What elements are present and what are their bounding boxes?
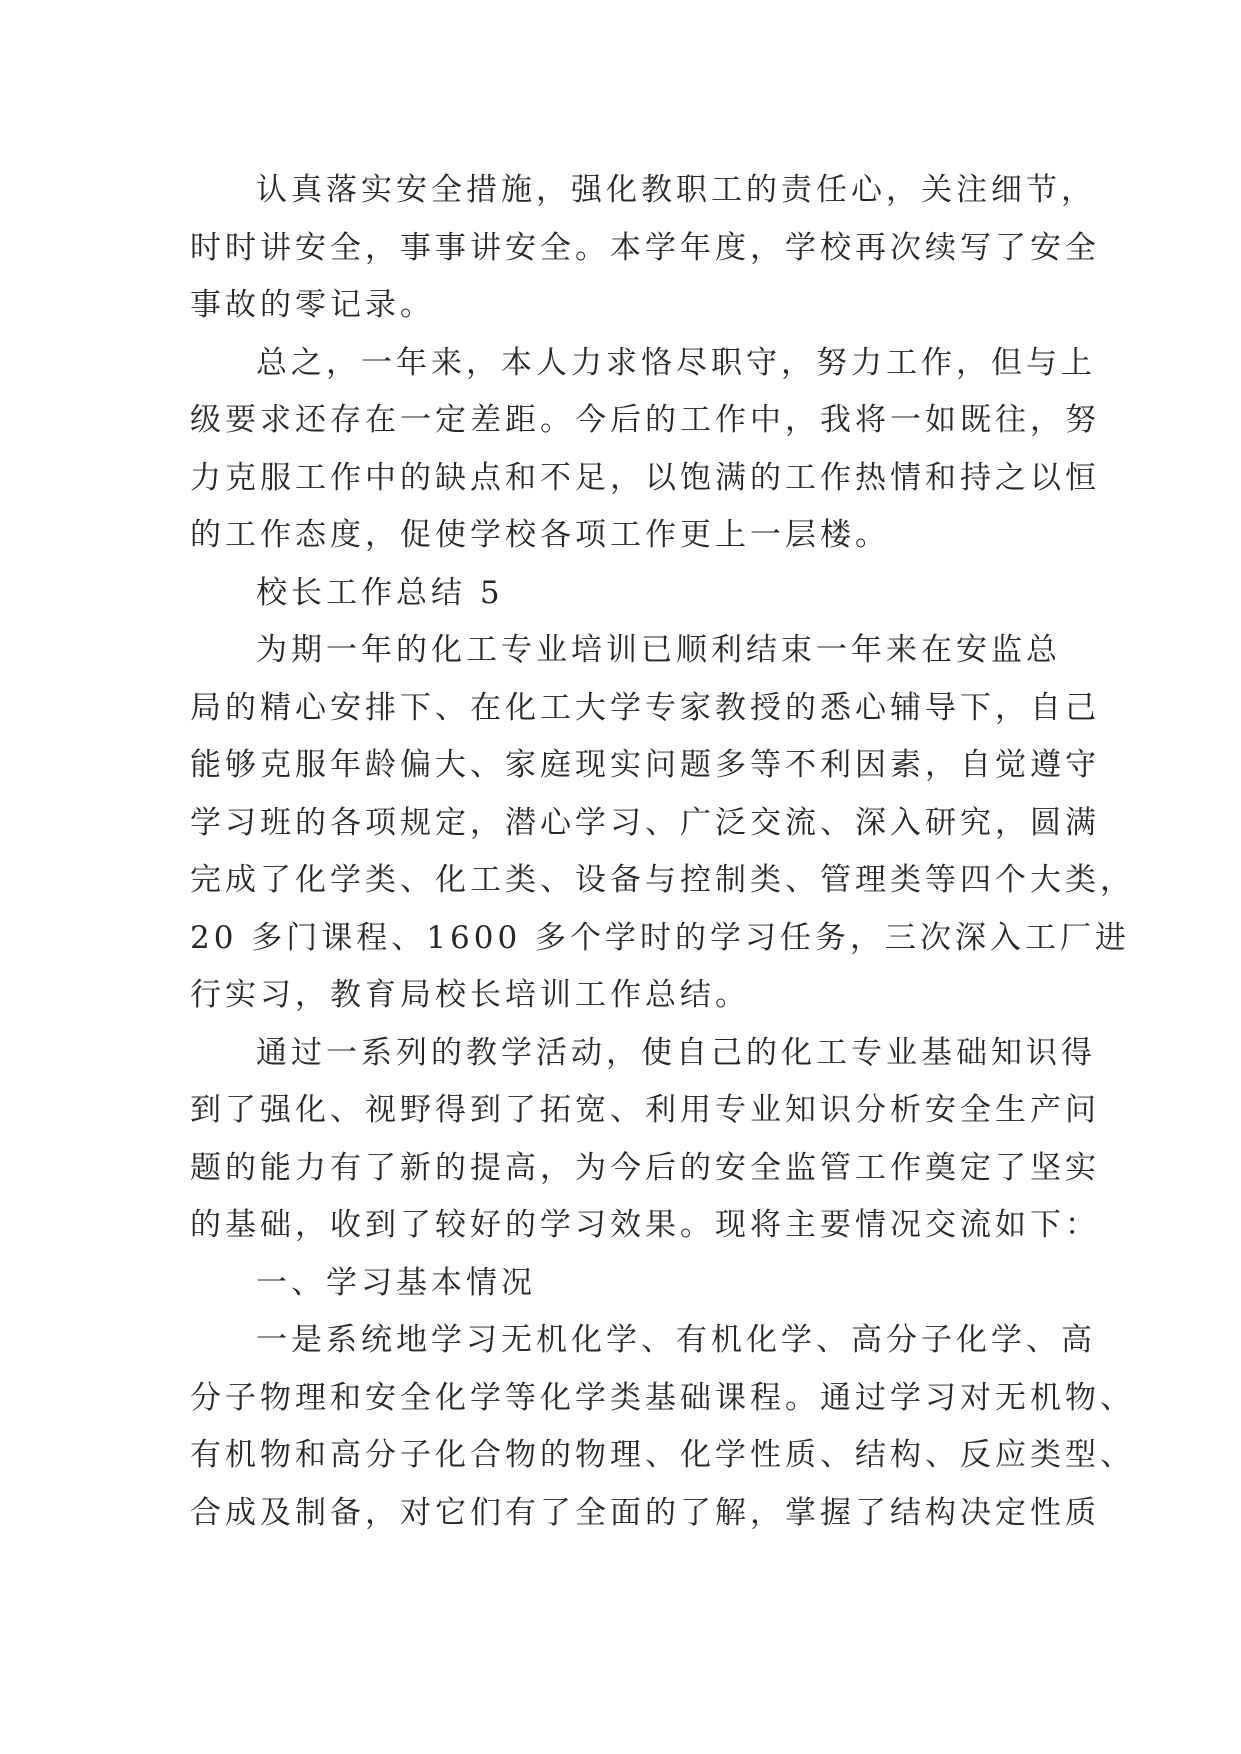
text-line: 完成了化学类、化工类、设备与控制类、管理类等四个大类， <box>190 862 1135 898</box>
text-line: 级要求还存在一定差距。今后的工作中，我将一如既往，努 <box>190 402 1100 438</box>
text-line: 的基础，收到了较好的学习效果。现将主要情况交流如下： <box>190 1207 1100 1243</box>
text-line: 通过一系列的教学活动，使自己的化工专业基础知识得 <box>256 1034 1096 1071</box>
text-line: 一、学习基本情况 <box>256 1264 536 1301</box>
text-line: 到了强化、视野得到了拓宽、利用专业知识分析安全生产问 <box>190 1092 1100 1128</box>
text-line: 时时讲安全，事事讲安全。本学年度，学校再次续写了安全 <box>190 229 1100 266</box>
text-line: 能够克服年龄偏大、家庭现实问题多等不利因素，自觉遵守 <box>190 747 1100 783</box>
text-line: 行实习，教育局校长培训工作总结。 <box>190 977 750 1013</box>
text-line: 20 多门课程、1600 多个学时的学习任务，三次深入工厂进 <box>190 919 1131 956</box>
text-line: 事故的零记录。 <box>190 287 435 323</box>
text-line: 的工作态度，促使学校各项工作更上一层楼。 <box>190 517 890 553</box>
text-line: 局的精心安排下、在化工大学专家教授的悉心辅导下，自己 <box>190 689 1100 726</box>
text-line: 力克服工作中的缺点和不足，以饱满的工作热情和持之以恒 <box>190 459 1100 496</box>
text-line: 认真落实安全措施，强化教职工的责任心，关注细节， <box>256 172 1096 208</box>
text-line: 题的能力有了新的提高，为今后的安全监管工作奠定了坚实 <box>190 1149 1100 1186</box>
document-body <box>190 162 1135 1542</box>
text-line: 合成及制备，对它们有了全面的了解，掌握了结构决定性质 <box>190 1494 1100 1531</box>
text-line: 校长工作总结 5 <box>256 574 504 611</box>
text-line: 总之，一年来，本人力求恪尽职守，努力工作，但与上 <box>256 344 1096 381</box>
text-line: 学习班的各项规定，潜心学习、广泛交流、深入研究，圆满 <box>190 804 1100 841</box>
text-line: 为期一年的化工专业培训已顺利结束一年来在安监总 <box>256 632 1061 668</box>
text-line: 有机物和高分子化合物的物理、化学性质、结构、反应类型、 <box>190 1437 1135 1473</box>
text-line: 分子物理和安全化学等化学类基础课程。通过学习对无机物、 <box>190 1379 1135 1416</box>
text-line: 一是系统地学习无机化学、有机化学、高分子化学、高 <box>256 1322 1096 1358</box>
